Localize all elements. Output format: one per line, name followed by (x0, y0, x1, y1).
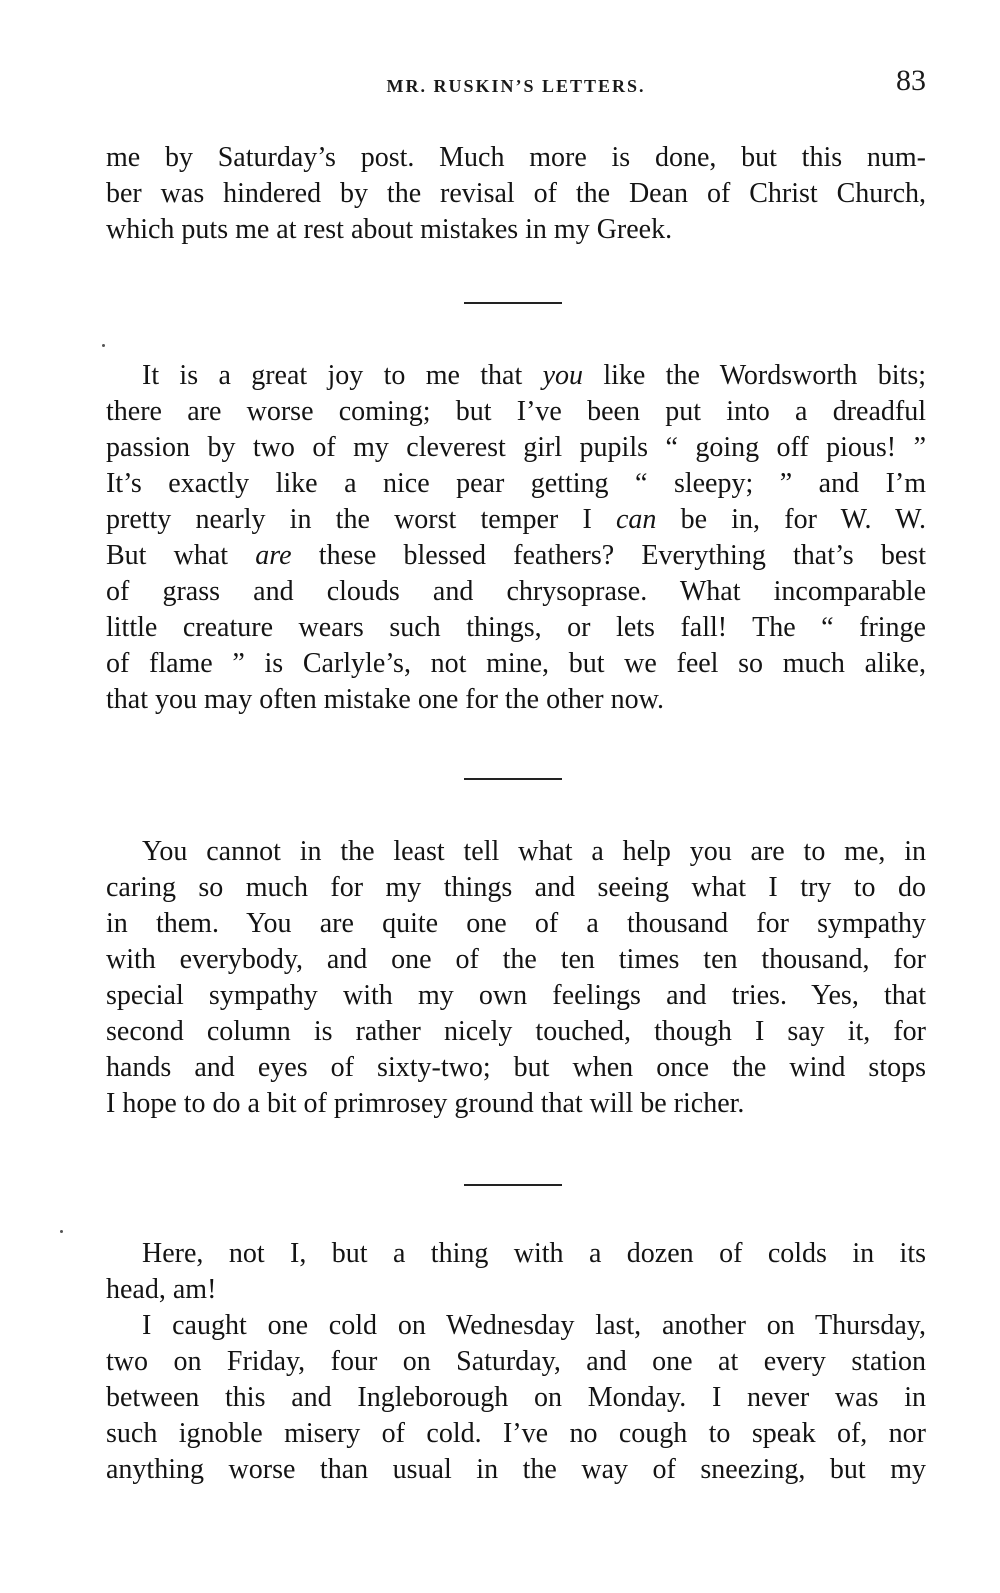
text-line: It is a great joy to me that you like the Wordsworth bits; (142, 360, 926, 391)
section-divider (464, 1184, 562, 1186)
letter-passage-2 (106, 358, 926, 718)
text-line: head, am! (106, 1274, 217, 1305)
text-line: of flame ” is Carlyle’s, not mine, but we feel so much alike, (106, 648, 926, 679)
section-divider (464, 778, 562, 780)
text-line: I caught one cold on Wednesday last, another on Thursday, (142, 1310, 926, 1341)
text-line: Here, not I, but a thing with a dozen of colds in its (142, 1238, 926, 1269)
text-line: passion by two of my cleverest girl pupils “ going off pious! ” (106, 432, 926, 463)
text-line: between this and Ingleborough on Monday. I never was in (106, 1382, 926, 1413)
running-title: MR. RUSKIN’S LETTERS. (386, 76, 646, 96)
text-line: But what are these blessed feathers? Everything that’s best (106, 540, 926, 571)
ink-speck (60, 1230, 63, 1233)
text-line: me by Saturday’s post. Much more is done, but this num- (106, 142, 926, 173)
text-line: of grass and clouds and chrysoprase. What incomparable (106, 576, 926, 607)
text-line: anything worse than usual in the way of sneezing, but my (106, 1454, 926, 1485)
emphasis-are: are (255, 540, 292, 571)
text-line: It’s exactly like a nice pear getting “ sleepy; ” and I’m (106, 468, 926, 499)
text-line: with everybody, and one of the ten times ten thousand, for (106, 944, 926, 975)
running-head (106, 62, 926, 102)
text-line: special sympathy with my own feelings and tries. Yes, that (106, 980, 926, 1011)
letter-passage-1 (106, 140, 926, 248)
text-line: You cannot in the least tell what a help you are to me, in (142, 836, 926, 867)
page-number: 83 (896, 64, 926, 97)
text-line: hands and eyes of sixty-two; but when once the wind stops (106, 1052, 926, 1083)
text-line: ber was hindered by the revisal of the Dean of Christ Church, (106, 178, 926, 209)
text-line: which puts me at rest about mistakes in my Greek. (106, 214, 673, 245)
ink-speck (102, 344, 105, 347)
text-line: that you may often mistake one for the other now. (106, 684, 665, 715)
text-line: pretty nearly in the worst temper I can be in, for W. W. (106, 504, 927, 535)
text-line: in them. You are quite one of a thousand for sympathy (106, 908, 926, 939)
section-divider (464, 302, 562, 304)
text-line: second column is rather nicely touched, though I say it, for (106, 1016, 926, 1047)
text-line: two on Friday, four on Saturday, and one at every station (106, 1346, 926, 1377)
letter-passage-4 (106, 1236, 926, 1488)
text-line: there are worse coming; but I’ve been put into a dreadful (106, 396, 926, 427)
letter-passage-3 (106, 834, 926, 1122)
text-line: caring so much for my things and seeing what I try to do (106, 872, 926, 903)
text-line: such ignoble misery of cold. I’ve no cough to speak of, nor (106, 1418, 926, 1449)
emphasis-you: you (542, 360, 584, 391)
emphasis-can: can (615, 504, 657, 535)
text-line: I hope to do a bit of primrosey ground that will be richer. (106, 1088, 745, 1119)
text-line: little creature wears such things, or lets fall! The “ fringe (106, 612, 926, 643)
